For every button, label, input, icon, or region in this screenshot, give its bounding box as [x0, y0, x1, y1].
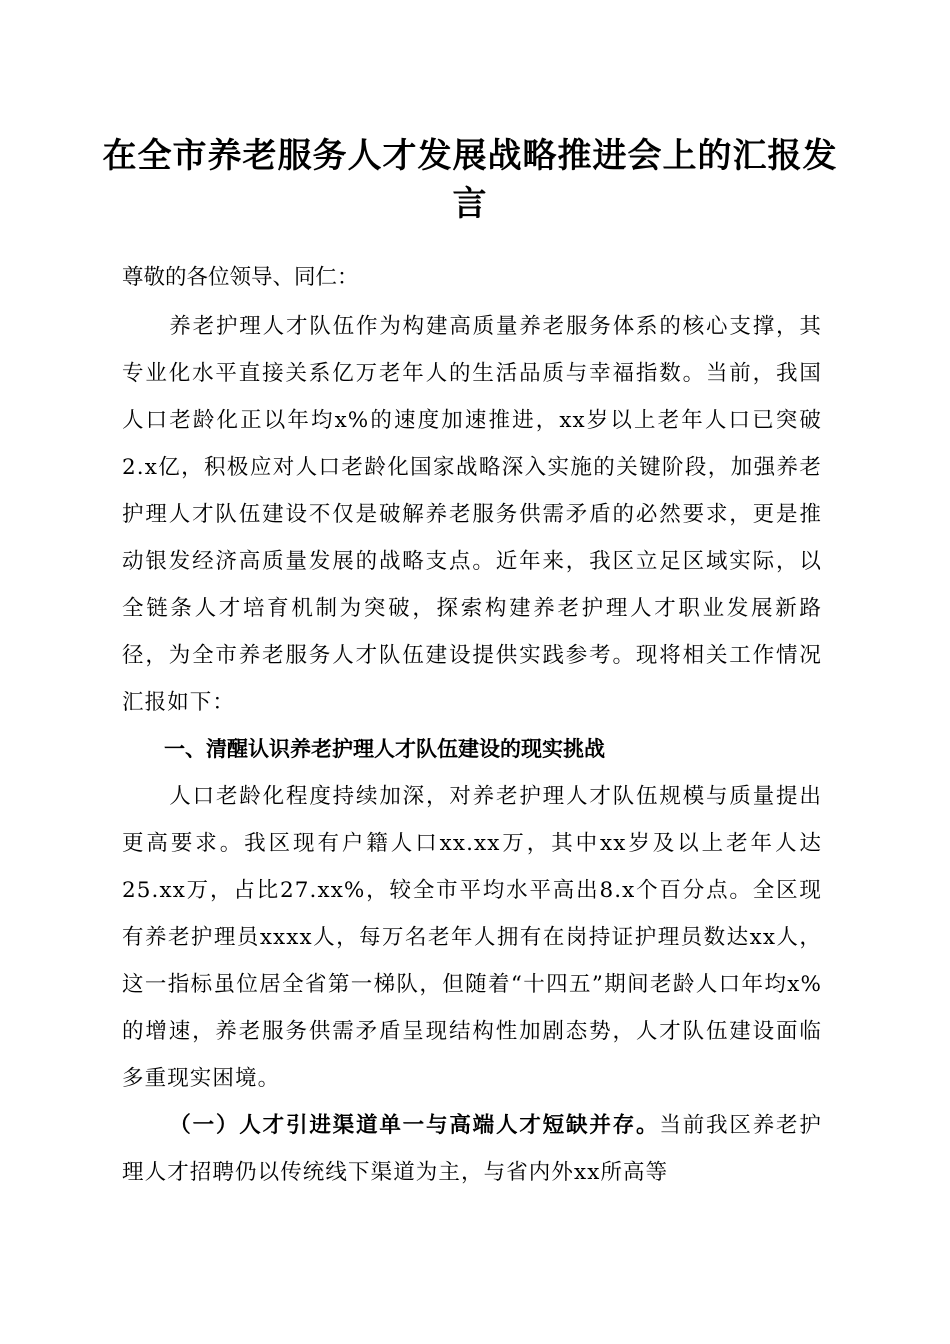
salutation: 尊敬的各位领导、同仁：	[122, 265, 359, 290]
section-heading: 一、清醒认识养老护理人才队伍建设的现实挑战	[164, 737, 605, 761]
subsection-paragraph	[122, 1102, 822, 1196]
document-title: 在全市养老服务人才发展战略推进会上的汇报发言	[102, 136, 838, 224]
subsection-text: 当前我区养老护理人才招聘仍以传统线下渠道为主，与省内外xx所高等	[122, 1113, 822, 1185]
section-paragraph: 人口老龄化程度持续加深，对养老护理人才队伍规模与质量提出更高要求。我区现有户籍人口xx.xx万，其中xx岁及以上老年人达25.xx万，占比27.xx%，较全市平均水平高出8.x个百分点。全区现有养老护理员xxxx人，每万名老年人拥有在岗持证护理员数达xx人，这一指标虽位居全省第一梯队，但随着“十四五”期间老龄人口年均x%的增速，养老服务供需矛盾呈现结构性加剧态势，人才队伍建设面临多重现实困境。	[122, 784, 822, 1091]
subsection-lead: （一）人才引进渠道单一与高端人才短缺并存。	[169, 1113, 660, 1138]
intro-paragraph: 养老护理人才队伍作为构建高质量养老服务体系的核心支撑，其专业化水平直接关系亿万老年人的生活品质与幸福指数。当前，我国人口老龄化正以年均x%的速度加速推进，xx岁以上老年人口已突破2.x亿，积极应对人口老龄化国家战略深入实施的关键阶段，加强养老护理人才队伍建设不仅是破解养老服务供需矛盾的必然要求，更是推动银发经济高质量发展的战略支点。近年来，我区立足区域实际，以全链条人才培育机制为突破，探索构建养老护理人才职业发展新路径，为全市养老服务人才队伍建设提供实践参考。现将相关工作情况汇报如下：	[122, 314, 822, 715]
document-body	[122, 254, 822, 1196]
